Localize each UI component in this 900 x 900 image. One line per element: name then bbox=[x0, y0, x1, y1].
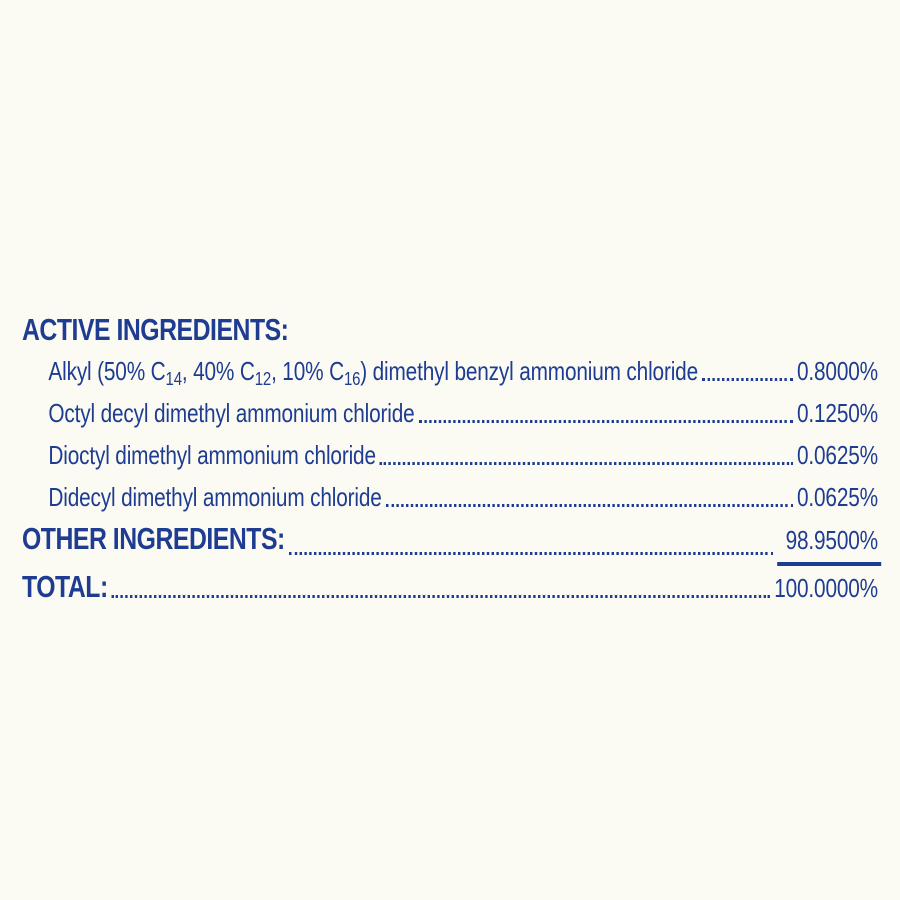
ingredient-name: Didecyl dimethyl ammonium chloride bbox=[48, 482, 382, 512]
ingredient-row-alkyl bbox=[22, 350, 878, 392]
total-row bbox=[22, 566, 878, 609]
ingredient-name-part: , 10% C bbox=[271, 356, 344, 386]
ingredient-percentage: 0.0625% bbox=[797, 482, 878, 512]
ingredient-row-didecyl bbox=[22, 476, 878, 518]
active-ingredients-heading: ACTIVE INGREDIENTS: bbox=[22, 312, 289, 347]
ingredient-name-part: ) dimethyl benzyl ammonium chloride bbox=[360, 356, 698, 386]
ingredient-name-part: , 40% C bbox=[181, 356, 255, 386]
dot-leader bbox=[702, 378, 793, 381]
dot-leader bbox=[386, 504, 793, 507]
ingredients-table bbox=[22, 310, 878, 609]
dot-leader bbox=[112, 595, 770, 598]
ingredient-name: Dioctyl dimethyl ammonium chloride bbox=[48, 440, 376, 470]
ingredient-name: Octyl decyl dimethyl ammonium chloride bbox=[48, 398, 415, 428]
ingredient-percentage: 0.0625% bbox=[797, 440, 878, 470]
other-ingredients-row bbox=[22, 518, 878, 566]
total-heading: TOTAL: bbox=[22, 569, 108, 604]
ingredient-percentage: 0.8000% bbox=[797, 356, 878, 386]
ingredient-name bbox=[48, 350, 698, 392]
carbon-chain-subscript: 12 bbox=[254, 368, 272, 390]
other-ingredients-percentage: 98.9500% bbox=[778, 519, 882, 566]
total-percentage: 100.0000% bbox=[774, 573, 878, 603]
carbon-chain-subscript: 16 bbox=[343, 368, 361, 390]
dot-leader bbox=[289, 552, 774, 555]
ingredient-row-dioctyl bbox=[22, 434, 878, 476]
other-ingredients-heading: OTHER INGREDIENTS: bbox=[22, 521, 285, 556]
ingredient-percentage: 0.1250% bbox=[797, 398, 878, 428]
carbon-chain-subscript: 14 bbox=[165, 368, 182, 390]
dot-leader bbox=[419, 420, 793, 423]
dot-leader bbox=[380, 462, 793, 465]
ingredient-row-octyl-decyl bbox=[22, 392, 878, 434]
ingredient-name-part: Alkyl (50% C bbox=[48, 356, 166, 386]
